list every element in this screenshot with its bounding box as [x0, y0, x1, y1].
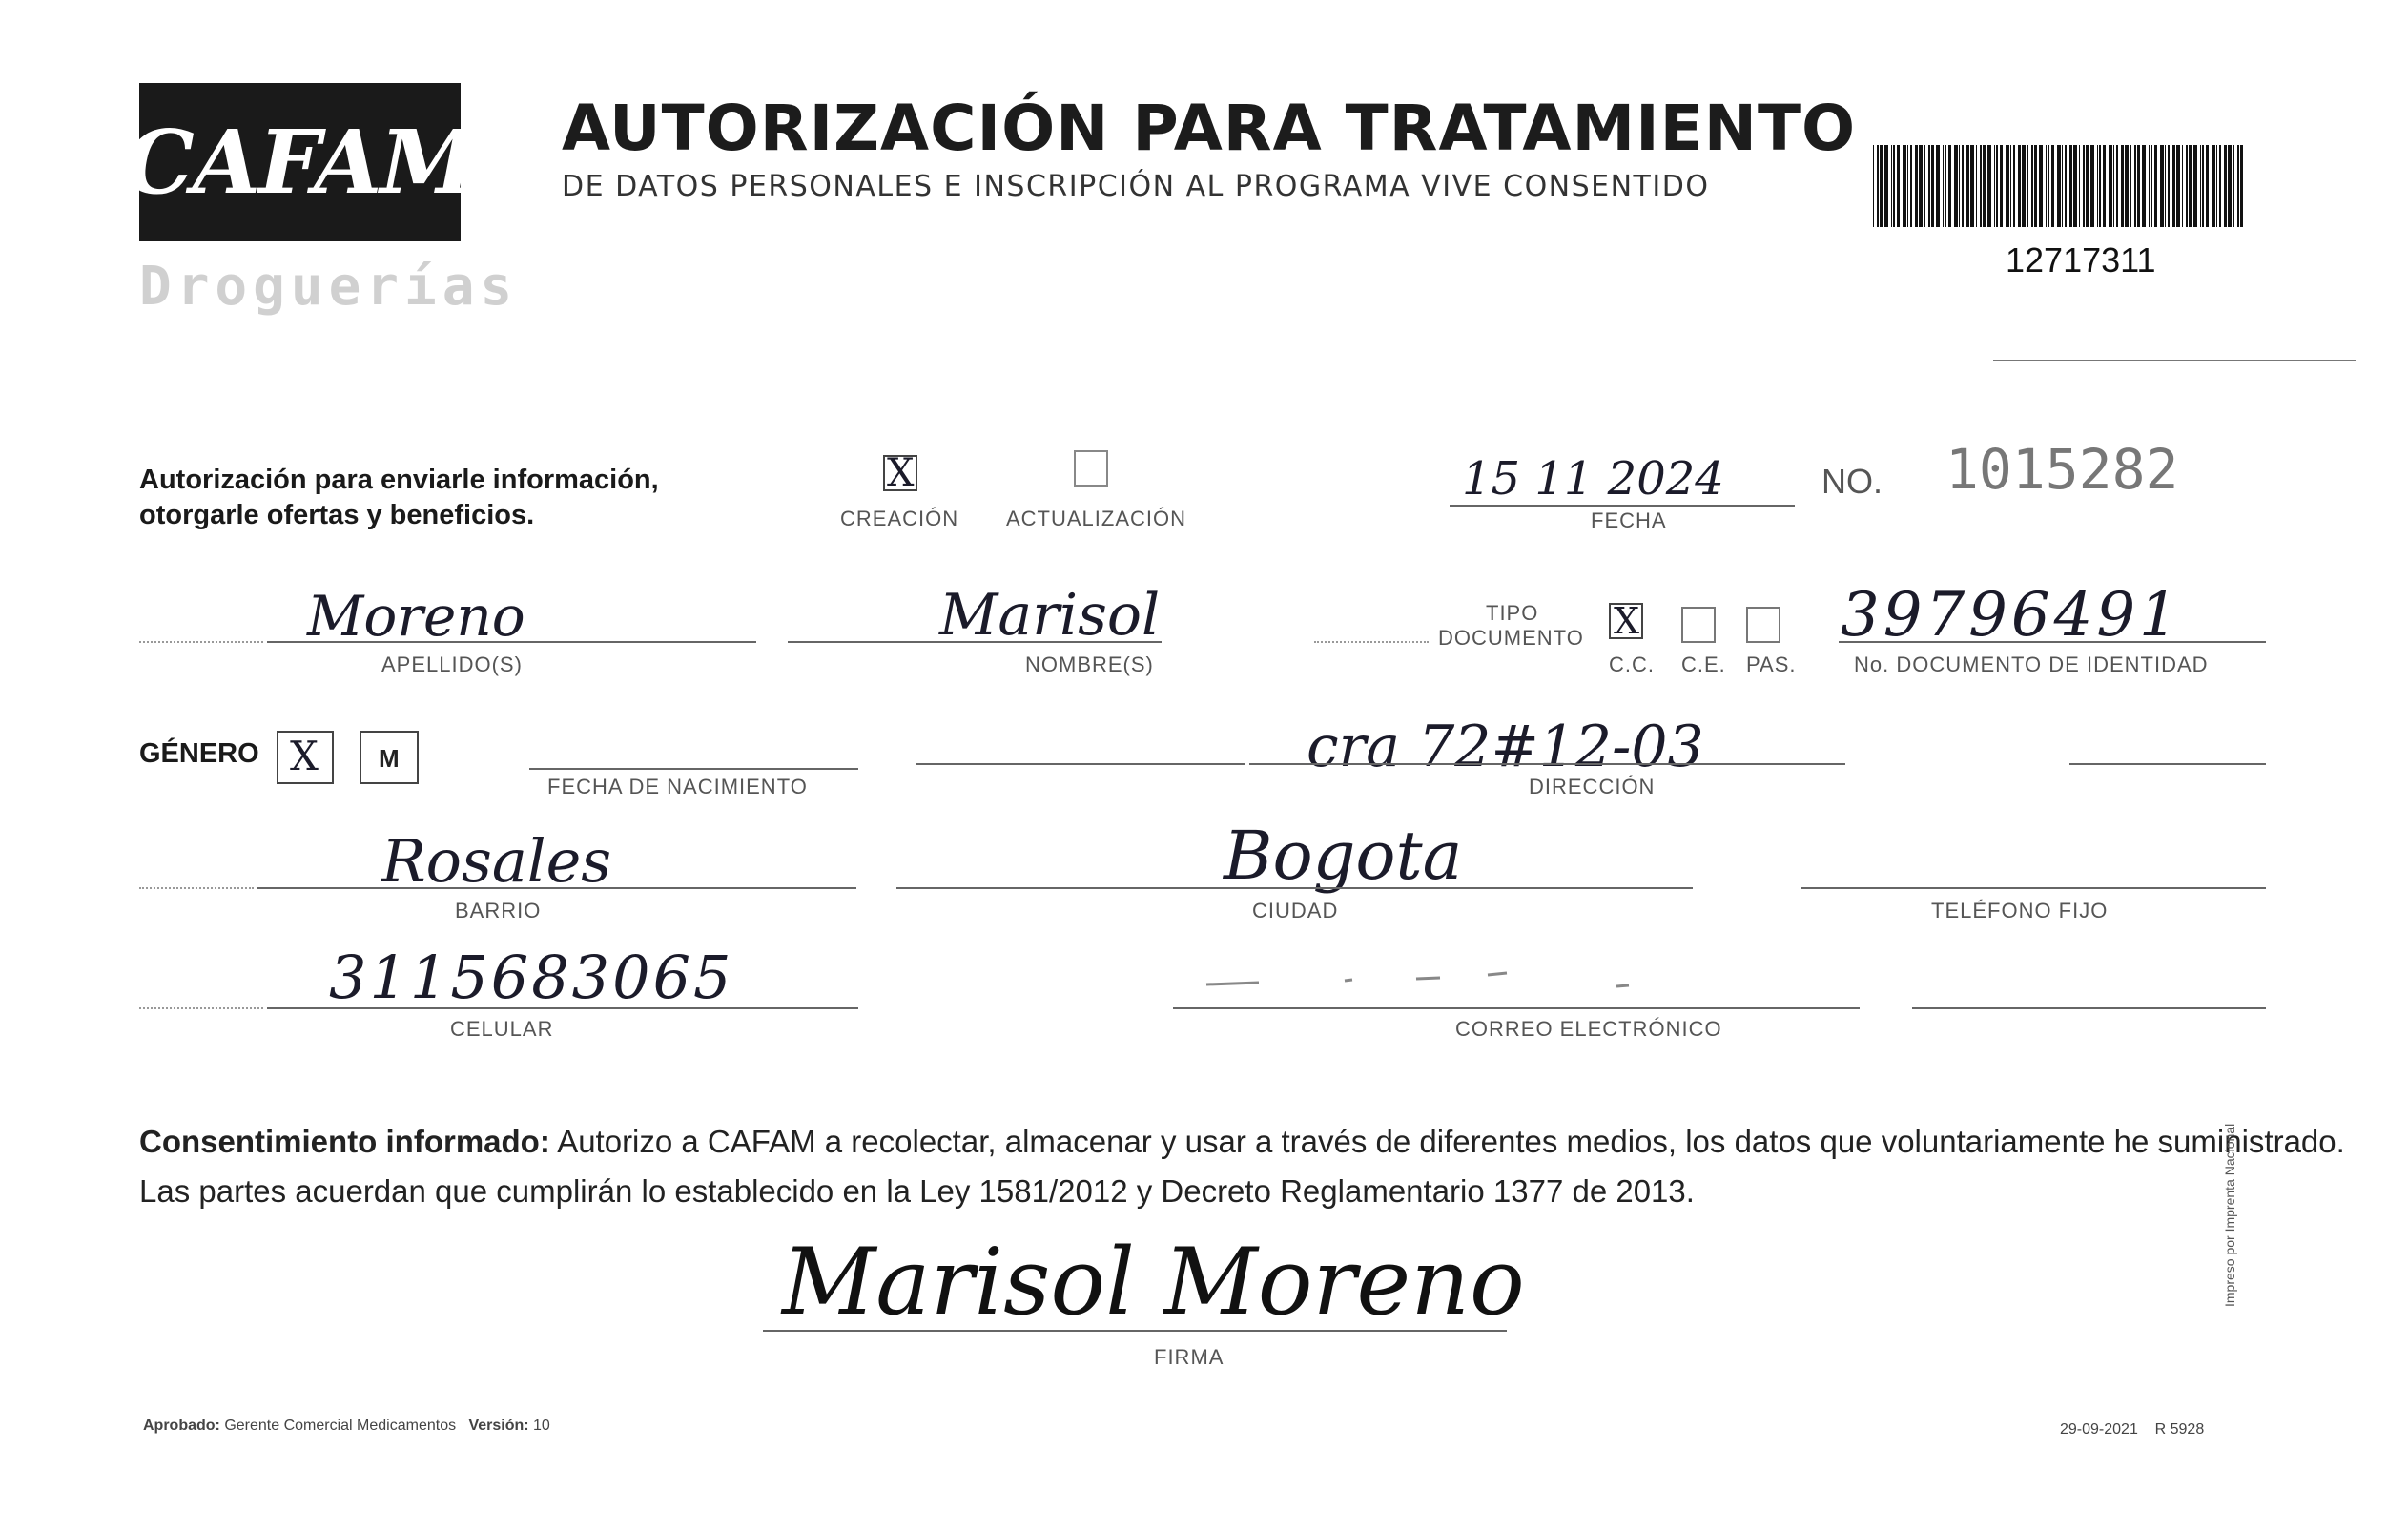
barcode-image — [1873, 145, 2245, 227]
barcode-bar — [2048, 145, 2049, 227]
genero-label: GÉNERO — [139, 738, 259, 769]
creation-checkbox[interactable] — [883, 451, 917, 495]
approved-value: Gerente Comercial Medicamentos — [224, 1418, 457, 1434]
consent-body-1: Autorizo a CAFAM a recolectar, almacenar y usar a través de diferentes medios, los datos que voluntariamente he suministrado. — [557, 1124, 2345, 1159]
number-label: NO. — [1821, 462, 1883, 501]
barcode-bar — [1994, 145, 1995, 227]
signature: Marisol Moreno — [782, 1229, 1525, 1336]
barcode-bar — [2069, 145, 2072, 227]
genero-m-label: M — [379, 744, 400, 773]
firma-label: FIRMA — [1154, 1345, 1225, 1369]
ce-checkbox[interactable] — [1681, 607, 1716, 643]
barcode-bar — [1962, 145, 1964, 227]
barcode-bar — [2193, 145, 2197, 227]
barcode-bar — [2046, 145, 2047, 227]
barcode-bar — [2013, 145, 2015, 227]
cc-label: C.C. — [1609, 653, 1655, 676]
barcode-bar — [2134, 145, 2136, 227]
celular-label: CELULAR — [450, 1017, 554, 1041]
barcode-bar — [2022, 145, 2026, 227]
apellido-line — [267, 641, 756, 643]
divider-line — [1993, 360, 2356, 361]
barcode-bar — [2039, 145, 2043, 227]
form-code: R 5928 — [2154, 1421, 2205, 1438]
barcode-bar — [1880, 145, 1883, 227]
barcode-bar — [2018, 145, 2021, 227]
update-label: ACTUALIZACIÓN — [1006, 507, 1187, 530]
barcode-number: 12717311 — [2006, 240, 2156, 280]
nombre-label: NOMBRE(S) — [1025, 653, 1154, 676]
direccion-line-left — [916, 763, 1245, 765]
barcode-bar — [2142, 145, 2146, 227]
barcode-bar — [2240, 145, 2243, 227]
update-checkbox[interactable] — [1074, 450, 1108, 487]
barcode-bar — [2051, 145, 2054, 227]
barcode-bar — [2137, 145, 2140, 227]
barcode-bar — [2219, 145, 2221, 227]
barcode-bar — [2065, 145, 2067, 227]
barcode-bar — [2116, 145, 2118, 227]
correo-line-right — [1912, 1007, 2266, 1009]
apellido-value: Moreno — [307, 584, 525, 649]
footer-approved — [143, 1418, 550, 1435]
nacimiento-line — [529, 768, 858, 770]
correo-line — [1173, 1007, 1860, 1009]
barcode-bar — [2172, 145, 2175, 227]
creation-mark: X — [887, 451, 915, 495]
logo-subtitle: Droguerías — [139, 256, 519, 318]
authorization-text-2: otorgarle ofertas y beneficios. — [139, 500, 535, 530]
direccion-line — [1249, 763, 1845, 765]
barcode-bar — [1936, 145, 1940, 227]
footer-codes — [2060, 1421, 2204, 1439]
apellido-label: APELLIDO(S) — [381, 653, 523, 676]
barcode-bar — [1893, 145, 1895, 227]
barcode-bar — [2168, 145, 2170, 227]
nacimiento-label: FECHA DE NACIMIENTO — [547, 775, 808, 798]
dotted-line — [139, 887, 254, 889]
dotted-line — [139, 1007, 263, 1009]
cafam-logo — [124, 83, 476, 241]
barcode-bar — [1884, 145, 1888, 227]
barcode-bar — [1980, 145, 1982, 227]
barcode-bar — [2027, 145, 2028, 227]
dotted-line — [1314, 641, 1429, 643]
barcode-bar — [2097, 145, 2098, 227]
barcode-bar — [2165, 145, 2166, 227]
correo-marks — [1202, 965, 1640, 1004]
signature-line — [763, 1330, 1507, 1332]
direccion-value: cra 72#12-03 — [1307, 714, 1704, 780]
documento-number-label: No. DOCUMENTO DE IDENTIDAD — [1854, 653, 2209, 676]
telefono-label: TELÉFONO FIJO — [1931, 899, 2109, 922]
barcode-bar — [1970, 145, 1974, 227]
form-number: 1015282 — [1945, 437, 2179, 502]
barcode-bar — [2121, 145, 2124, 227]
date-label: FECHA — [1591, 508, 1667, 532]
documento-value: 39796491 — [1841, 580, 2182, 651]
barcode-bar — [2151, 145, 2152, 227]
cc-mark: X — [1614, 600, 1640, 642]
barcode-bar — [1959, 145, 1960, 227]
celular-value: 3115683065 — [329, 943, 734, 1012]
barcode-bar — [1897, 145, 1900, 227]
barcode-bar — [2083, 145, 2085, 227]
barcode-bar — [2062, 145, 2063, 227]
correo-label: CORREO ELECTRÓNICO — [1455, 1017, 1722, 1041]
barcode-bar — [1954, 145, 1958, 227]
barcode-bar — [2057, 145, 2061, 227]
genero-f-checkbox[interactable] — [277, 731, 334, 784]
consent-heading: Consentimiento informado: — [139, 1124, 550, 1159]
documento-line — [1839, 641, 2266, 643]
celular-line — [267, 1007, 858, 1009]
barcode-bar — [1919, 145, 1923, 227]
date-value: 15 11 2024 — [1462, 452, 1724, 506]
cc-checkbox[interactable] — [1609, 600, 1643, 642]
genero-m-checkbox[interactable] — [360, 731, 419, 784]
barcode-bar — [2086, 145, 2089, 227]
barcode-bar — [2090, 145, 2094, 227]
barcode-bar — [1924, 145, 1925, 227]
telefono-line — [1801, 887, 2266, 889]
barcode-bar — [1891, 145, 1892, 227]
barcode-bar — [2200, 145, 2201, 227]
barcode-bar — [2216, 145, 2217, 227]
barcode-bar — [1987, 145, 1991, 227]
pas-label: PAS. — [1746, 653, 1797, 676]
barcode-bar — [2010, 145, 2011, 227]
barcode-bar — [2149, 145, 2150, 227]
version-label: Versión: — [468, 1418, 529, 1434]
barcode-bar — [2006, 145, 2009, 227]
barcode-bar — [1903, 145, 1906, 227]
barcode-bar — [1983, 145, 1986, 227]
barcode-bar — [1966, 145, 1969, 227]
nombre-value: Marisol — [939, 582, 1161, 649]
barcode-bar — [2073, 145, 2077, 227]
form-subtitle: DE DATOS PERSONALES E INSCRIPCIÓN AL PROGRAMA VIVE CONSENTIDO — [562, 170, 1710, 203]
barcode-bar — [2031, 145, 2033, 227]
pas-checkbox[interactable] — [1746, 607, 1780, 643]
barcode-bar — [1877, 145, 1879, 227]
barcode-bar — [2224, 145, 2227, 227]
direccion-line-right — [2069, 763, 2266, 765]
tipo-label: TIPO — [1486, 601, 1539, 625]
barcode-bar — [1943, 145, 1944, 227]
barcode-bar — [2099, 145, 2101, 227]
barcode-bar — [1996, 145, 1998, 227]
dotted-line — [139, 641, 263, 643]
barcode-bar — [2130, 145, 2131, 227]
documento-label: DOCUMENTO — [1438, 626, 1584, 650]
ciudad-value: Bogota — [1224, 817, 1463, 895]
barcode-bar — [2034, 145, 2037, 227]
barcode-bar — [1928, 145, 1930, 227]
barcode-bar — [2154, 145, 2157, 227]
barcode-bar — [2103, 145, 2106, 227]
barcode-bar — [1945, 145, 1946, 227]
ciudad-line — [896, 887, 1693, 889]
logo-text: CAFAM — [124, 111, 476, 214]
ce-label: C.E. — [1681, 653, 1726, 676]
barcode-bar — [2233, 145, 2234, 227]
creation-label: CREACIÓN — [840, 507, 959, 530]
authorization-text-1: Autorización para enviarle información, — [139, 465, 659, 495]
barcode-bar — [2182, 145, 2183, 227]
barcode-bar — [1976, 145, 1977, 227]
barcode-bar — [1910, 145, 1912, 227]
barcode-bar — [1873, 145, 1874, 227]
barrio-value: Rosales — [381, 826, 612, 896]
genero-f-mark: X — [290, 733, 319, 779]
consent-text-1 — [139, 1124, 2345, 1160]
barcode-bar — [2189, 145, 2192, 227]
barcode-bar — [1907, 145, 1908, 227]
side-print-text: Impreso por Imprenta Nacional — [2222, 1123, 2237, 1307]
barcode-bar — [2109, 145, 2112, 227]
barcode-bar — [2228, 145, 2232, 227]
barcode-bar — [2160, 145, 2164, 227]
direccion-label: DIRECCIÓN — [1529, 775, 1656, 798]
version-value: 10 — [533, 1418, 550, 1434]
barcode-bar — [2237, 145, 2239, 227]
barcode-bar — [2113, 145, 2114, 227]
barcode-bar — [2176, 145, 2180, 227]
barcode-bar — [2202, 145, 2204, 227]
barcode-bar — [2079, 145, 2080, 227]
date-code: 29-09-2021 — [2060, 1421, 2138, 1438]
barcode-bar — [2186, 145, 2188, 227]
ciudad-label: CIUDAD — [1252, 899, 1339, 922]
barcode-bar — [2000, 145, 2003, 227]
approved-label: Aprobado: — [143, 1418, 220, 1434]
date-line — [1450, 505, 1795, 507]
nombre-line — [788, 641, 1162, 643]
barrio-label: BARRIO — [455, 899, 542, 922]
consent-body-2: Las partes acuerdan que cumplirán lo establecido en la Ley 1581/2012 y Decreto Reglamentario 1377 de 2013. — [139, 1173, 1695, 1209]
barcode-bar — [1948, 145, 1951, 227]
barcode-bar — [2212, 145, 2215, 227]
barcode-bar — [2125, 145, 2129, 227]
barrio-line — [257, 887, 856, 889]
barcode-bar — [2206, 145, 2209, 227]
barcode-bar — [1915, 145, 1918, 227]
barcode-bar — [1931, 145, 1934, 227]
form-title: AUTORIZACIÓN PARA TRATAMIENTO — [562, 92, 1857, 165]
